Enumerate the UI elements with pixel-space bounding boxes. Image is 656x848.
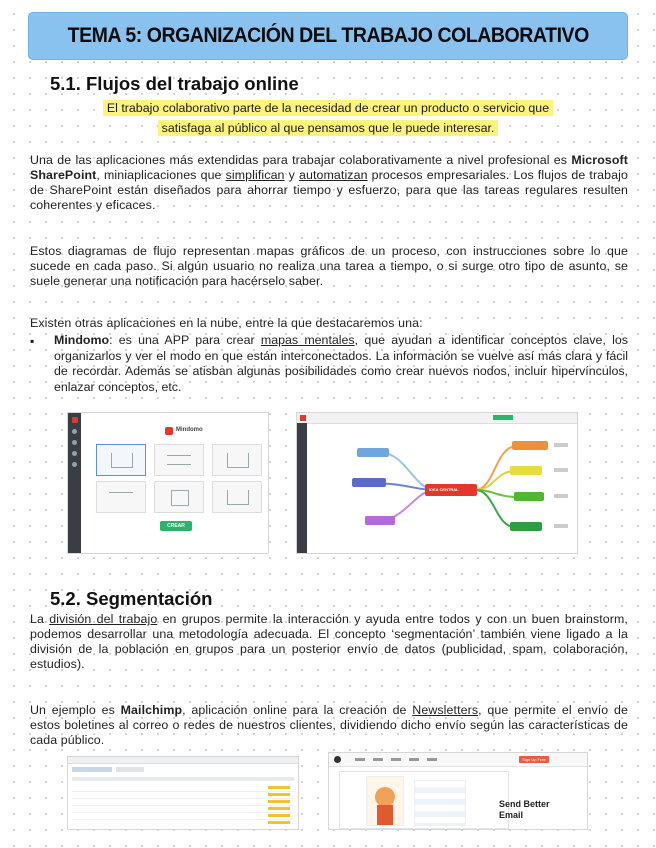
rating-stars-column: [268, 786, 290, 824]
mindomo-term: Mindomo: [54, 333, 110, 347]
mindomo-logo-icon: [165, 427, 173, 435]
section-heading-5-2: 5.2. Segmentación: [50, 588, 213, 609]
mailchimp-landing-screenshot: [329, 753, 587, 829]
mailchimp-table-rows: [72, 785, 294, 825]
mindomo-mindmap-screenshot: [297, 413, 577, 553]
section-heading-5-1: 5.1. Flujos del trabajo online: [50, 73, 299, 94]
mailchimp-navbar: [329, 753, 587, 767]
template-card-5: [154, 481, 204, 513]
automatizan-term: automatizan: [298, 168, 368, 182]
template-card-4: [96, 481, 146, 513]
mapas-mentales-term: mapas mentales: [260, 333, 355, 347]
mailchimp-logo-icon: [334, 756, 341, 763]
bullet-marker: ▪: [30, 334, 35, 348]
editor-sidebar: [297, 423, 307, 553]
paragraph-segmentation: La división del trabajo en grupos permite la interacción y ayuda entre todos y con un buen brainstorm, podemos desarrollar una metodología adecuada. El concepto ‘segmentación’ también viene ligado a la división de la población en grupos para un posterior envío de datos (publicidad, spam, colaboración, estudios).: [30, 612, 628, 671]
create-button[interactable]: CREAR: [160, 521, 192, 531]
highlighted-intro: [38, 98, 618, 138]
template-card-2: [154, 444, 204, 476]
page-title: TEMA 5: ORGANIZACIÓN DEL TRABAJO COLABORATIVO: [67, 24, 589, 47]
template-card-1: [96, 444, 146, 476]
paragraph-cloud-apps: Existen otras aplicaciones en la nube, entre la que destacaremos una:: [30, 316, 423, 330]
email-preview: [339, 771, 509, 829]
mindomo-sidebar: [68, 413, 81, 553]
simplifican-term: simplifican: [225, 168, 285, 182]
mailchimp-headline: Send Better Email: [499, 799, 550, 820]
template-card-6: [212, 481, 262, 513]
bullet-mindomo: Mindomo: es una APP para crear mapas mentales, que ayudan a identificar conceptos clave, los organizarlos y ver el modo en que están interconectados. La información se vuelve así más clara y fácil de recordar. Además se atisban algunas posibilidades como crear nuevos nodos, incluir hipervínculos, enlazar conceptos, etc.: [54, 333, 628, 394]
paragraph-sharepoint: Una de las aplicaciones más extendidas para trabajar colaborativamente a nivel profesional es Microsoft SharePoint, miniaplicaciones que simplifican y automatizan procesos empresariales. Los flujos de trabajo de SharePoint están diseñados para ahorrar tiempo y esfuerzo, para que las tareas regulares resulten coherentes y eficaces.: [30, 153, 628, 212]
highlight-line-1: El trabajo colaborativo parte de la necesidad de crear un producto o servicio que: [103, 100, 553, 116]
paragraph-mailchimp: Un ejemplo es Mailchimp, aplicación online para la creación de Newsletters, que permite el envío de estos boletines al correo o redes de nuestros clientes, dividiendo dicho envío según las características de cada público.: [30, 703, 628, 747]
highlight-line-2: satisfaga al público al que pensamos que le puede interesar.: [158, 120, 499, 136]
sharepoint-term: Microsoft SharePoint: [30, 153, 628, 182]
newsletters-term: Newsletters: [412, 703, 479, 717]
template-card-3: [212, 444, 262, 476]
title-banner: [28, 12, 628, 60]
mailchimp-table-screenshot: [68, 757, 298, 829]
mindomo-templates-screenshot: [68, 413, 268, 553]
mindomo-brand: Mindomo: [176, 427, 203, 433]
mailchimp-term: Mailchimp: [120, 703, 183, 717]
paragraph-flow-diagrams: Estos diagramas de flujo representan mapas gráficos de un proceso, con instrucciones sobre lo que sucede en cada paso. Si algún usuario no realiza una tarea a tiempo, o si surge otro tipo de asunto, se suele generar una notificación para hacérselo saber.: [30, 244, 628, 288]
mindmap-center-node: IDEA CENTRAL: [429, 487, 459, 492]
signup-button[interactable]: Sign Up Free: [519, 756, 549, 763]
division-trabajo-term: división del trabajo: [49, 612, 158, 626]
